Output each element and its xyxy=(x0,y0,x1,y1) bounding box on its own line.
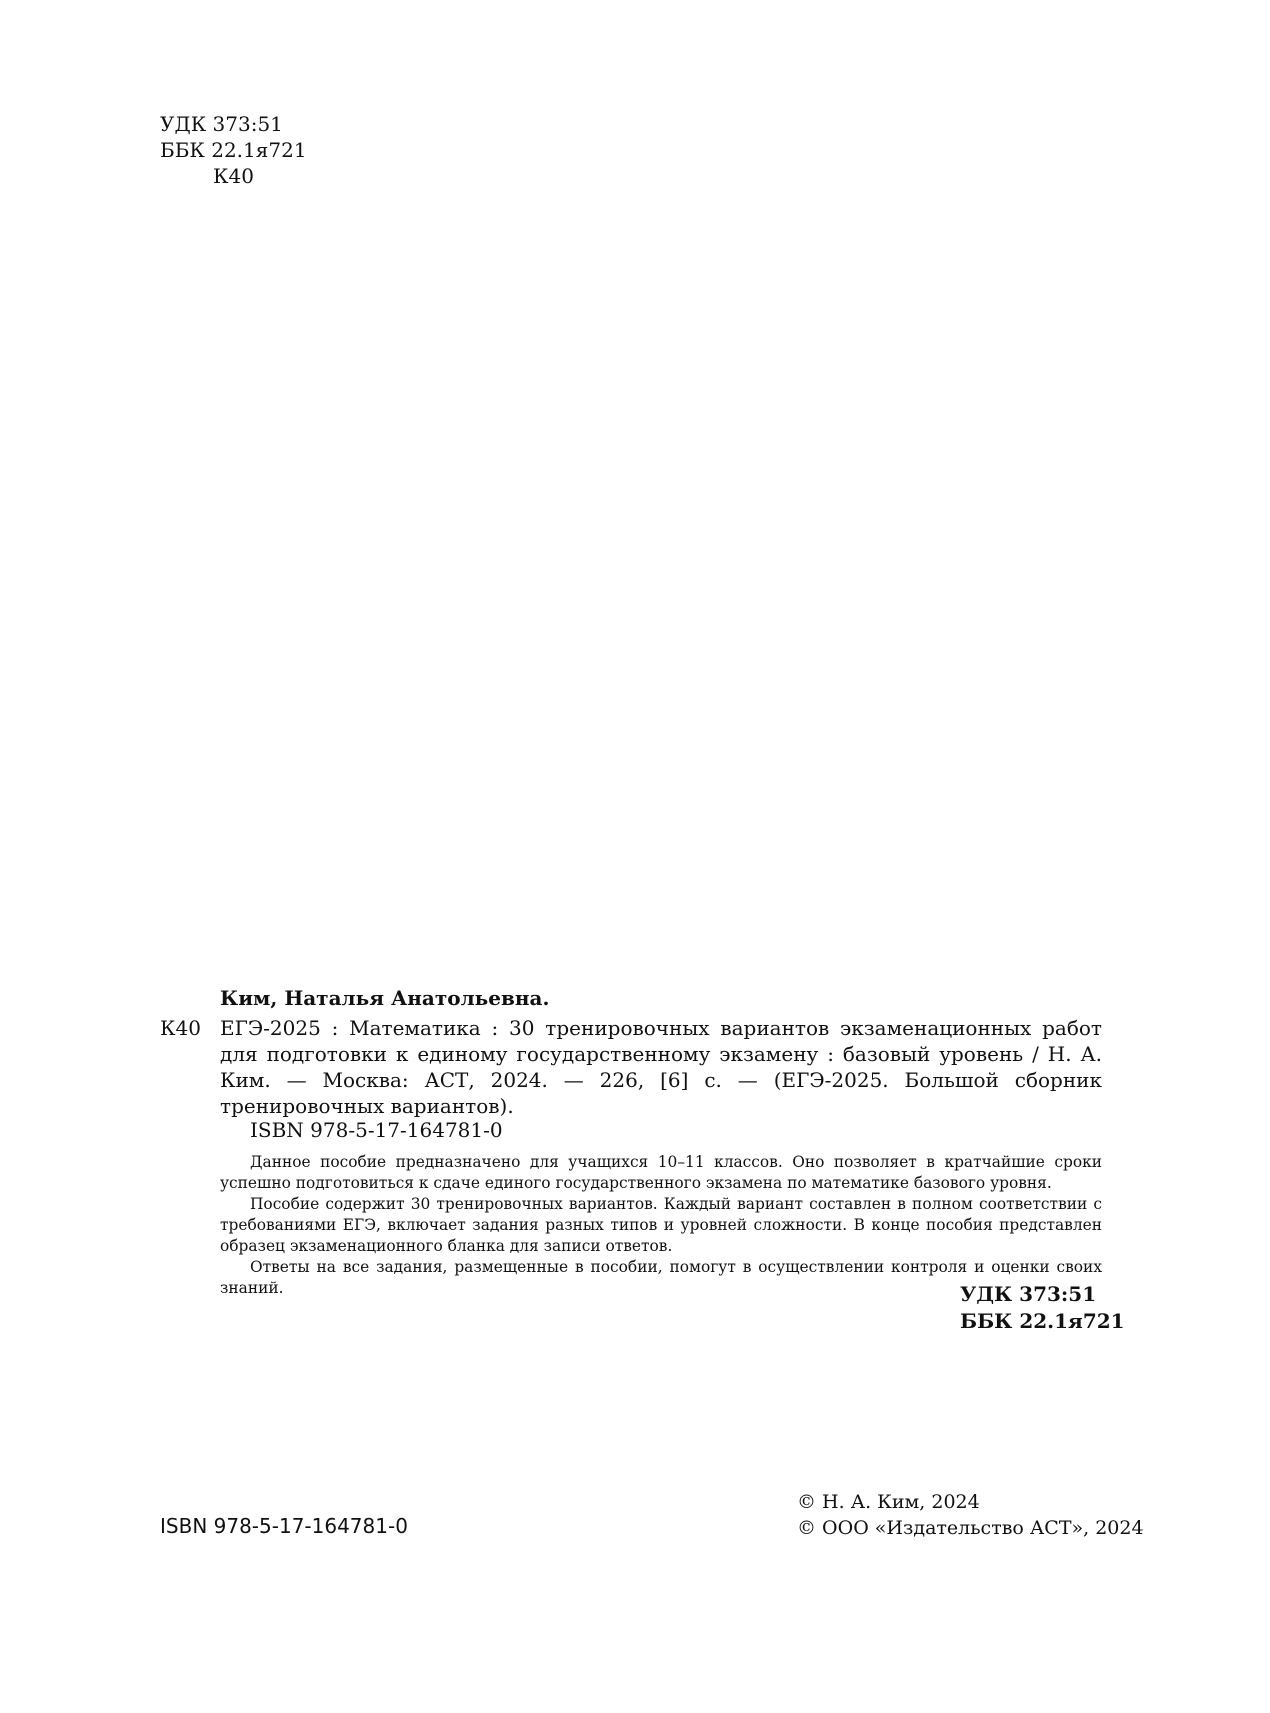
annotation-paragraph: Ответы на все задания, размещенные в пособии, помогут в осуществлении контроля и оценки своих знаний. xyxy=(220,1258,1102,1297)
udk-code-bold: УДК 373:51 xyxy=(960,1282,1097,1306)
udk-code: УДК 373:51 xyxy=(160,112,283,136)
copyright-block xyxy=(797,1489,1144,1541)
bbk-code: ББК 22.1я721 xyxy=(160,138,307,162)
author-heading: Ким, Наталья Анатольевна. xyxy=(220,986,550,1010)
copyright-publisher: © ООО «Издательство АСТ», 2024 xyxy=(797,1517,1144,1539)
class-codes xyxy=(960,1281,1125,1335)
annotation xyxy=(220,1152,1102,1299)
top-classification-codes xyxy=(160,111,307,189)
bbk-code-bold: ББК 22.1я721 xyxy=(960,1309,1125,1333)
author-mark: К40 xyxy=(213,164,254,188)
bibliographic-description: ЕГЭ-2025 : Математика : 30 тренировочных вариантов экзаменационных работ для подготовки к единому государственному экзамену : базовый уровень / Н. А. Ким. — Москва: АСТ, 2024. — 226, [6] с. — (ЕГЭ-2025. Большой сборник тренировочных вариантов). xyxy=(220,1016,1102,1118)
annotation-paragraph: Пособие содержит 30 тренировочных вариантов. Каждый вариант составлен в полном соответствии с требованиями ЕГЭ, включает задания разных типов и уровней сложности. В конце пособия представлен образец экзаменационного бланка для записи ответов. xyxy=(220,1195,1102,1255)
annotation-paragraph: Данное пособие предназначено для учащихся 10–11 классов. Оно позволяет в кратчайшие сроки успешно подготовиться к сдаче единого государственного экзамена по математике базового уровня. xyxy=(220,1153,1102,1192)
record-author-mark: К40 xyxy=(160,1016,201,1040)
record-isbn: ISBN 978-5-17-164781-0 xyxy=(250,1118,503,1142)
copyright-author: © Н. А. Ким, 2024 xyxy=(797,1491,980,1513)
footer-isbn: ISBN 978-5-17-164781-0 xyxy=(160,1514,408,1538)
